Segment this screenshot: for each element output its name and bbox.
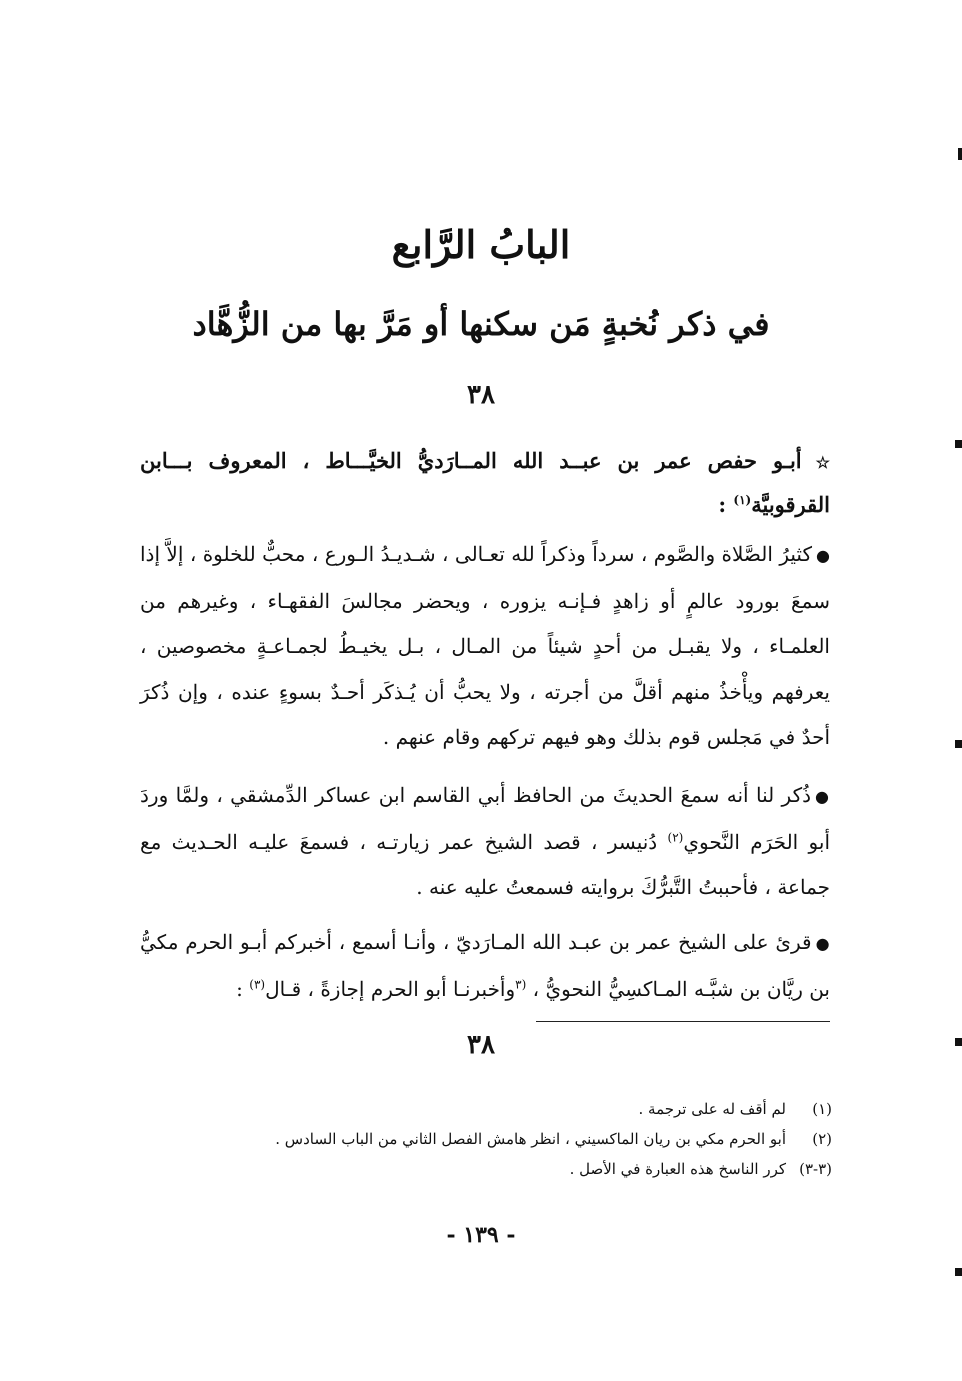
footnote-ref-3-end: (٣): [249, 976, 266, 991]
paragraph-3-text-a: قرئ على الشيخ عمر بن عبـد الله المـارَديّ ، وأنـا أسمع ، أخبركم أبـو الحرم مكيُّ بن ريَّان بن شبَّـه المـاكسِيُّ النحويُّ ،: [140, 930, 830, 1001]
scan-edge-mark: [955, 440, 962, 448]
footnote-number: (١): [812, 1100, 832, 1118]
repeat-entry-number: ٣٨: [467, 1030, 495, 1060]
bullet-icon: ●: [815, 787, 830, 806]
paragraph-1-text: كثيرُ الصَّلاة والصَّوم ، سرداً وذكراً لله تعـالى ، شـديـدُ الـورع ، محبٌّ للخلوة ، إلاَّ إذا سمعَ بورود عالمٍ أو زاهدٍ فـإنـه يزوره ، ويحضر مجالسَ الفقهـاء ، وغيرهم من العلمـاء ، ولا يقبـل من أحدٍ شيئاً من المـال ، بـل يخيـطُ لجمـاعـةٍ مخصوصين ، يعرفهم ويأْخذُ منهم أقلَّ من أجرته ، ولا يحبُّ أن يُـذكَر أحـدٌ بسوءٍ عنده ، وإن ذُكرَ أحدٌ في مَجلس قوم بذلك وهو فيهم تركهم وقام عنهم .: [140, 542, 830, 749]
bullet-icon: ●: [815, 546, 831, 565]
star-icon: ☆: [815, 453, 830, 472]
paragraph-1: [140, 532, 830, 761]
paragraph-3: [140, 920, 830, 1012]
chapter-subtitle: في ذكر نُخبةٍ مَن سكنها أو مَرَّ بها من الزُّهَّاد: [192, 305, 770, 343]
footnote-item: [140, 1154, 832, 1184]
paragraph-2-text-b: دُنيسر ، قصد الشيخ عمر زيارتـه ، فسمعَ عليـه الحـديث مع جماعة ، فأحببتُ التَّبرُّكَ بروايته فسمعتُ عليه عنه .: [140, 829, 830, 899]
scan-edge-mark: [955, 740, 962, 748]
footnote-number: (٢): [812, 1130, 832, 1148]
paragraph-3-text-c: :: [236, 976, 250, 1001]
footnote-divider: [536, 1021, 830, 1022]
footnote-text: كرر الناسخ هذه العبارة في الأصل .: [569, 1160, 786, 1178]
footnote-text: أبو الحرم مكي بن ريان الماكسيني ، انظر هامش الفصل الثاني من الباب السادس .: [275, 1130, 786, 1148]
paragraph-2: [140, 773, 830, 911]
entry-number: ٣٨: [467, 380, 495, 410]
scan-edge-mark: [955, 1268, 962, 1276]
entry-heading-text: أبـو حفص عمر بن عبــد الله المــارَديُّ الخيَّـــاط ، المعروف بـــابن القرقوبيَّة: [140, 448, 830, 517]
footnote-ref-2: (٢): [667, 829, 684, 844]
page-number: - ١٣٩ -: [446, 1222, 516, 1248]
footnote-ref-3-start: (٣: [515, 976, 527, 991]
bullet-icon: ●: [815, 934, 830, 953]
footnote-number: (٣-٣): [799, 1160, 832, 1178]
paragraph-2-text-a: ذُكر لنا أنه سمعَ الحديثَ من الحافظ أبي القاسم ابن عساكر الدِّمشقي ، ولمَّا وردَ أبو الحَرَم النَّحوي: [140, 783, 831, 854]
paragraph-3-text-b: وأخبرنـا أبو الحرم إجازةً ، قـال: [265, 976, 516, 1001]
footnote-ref-1: (١): [733, 493, 752, 507]
entry-heading: [140, 440, 830, 526]
footnote-text: لم أقف له على ترجمة .: [638, 1100, 786, 1118]
footnotes: [140, 1094, 832, 1184]
scan-edge-mark: [958, 148, 962, 160]
chapter-title: البابُ الرَّابع: [391, 222, 571, 267]
scan-edge-mark: [955, 1038, 962, 1046]
footnote-item: [140, 1094, 832, 1124]
footnote-item: [140, 1124, 832, 1154]
entry-heading-colon: :: [718, 492, 734, 517]
